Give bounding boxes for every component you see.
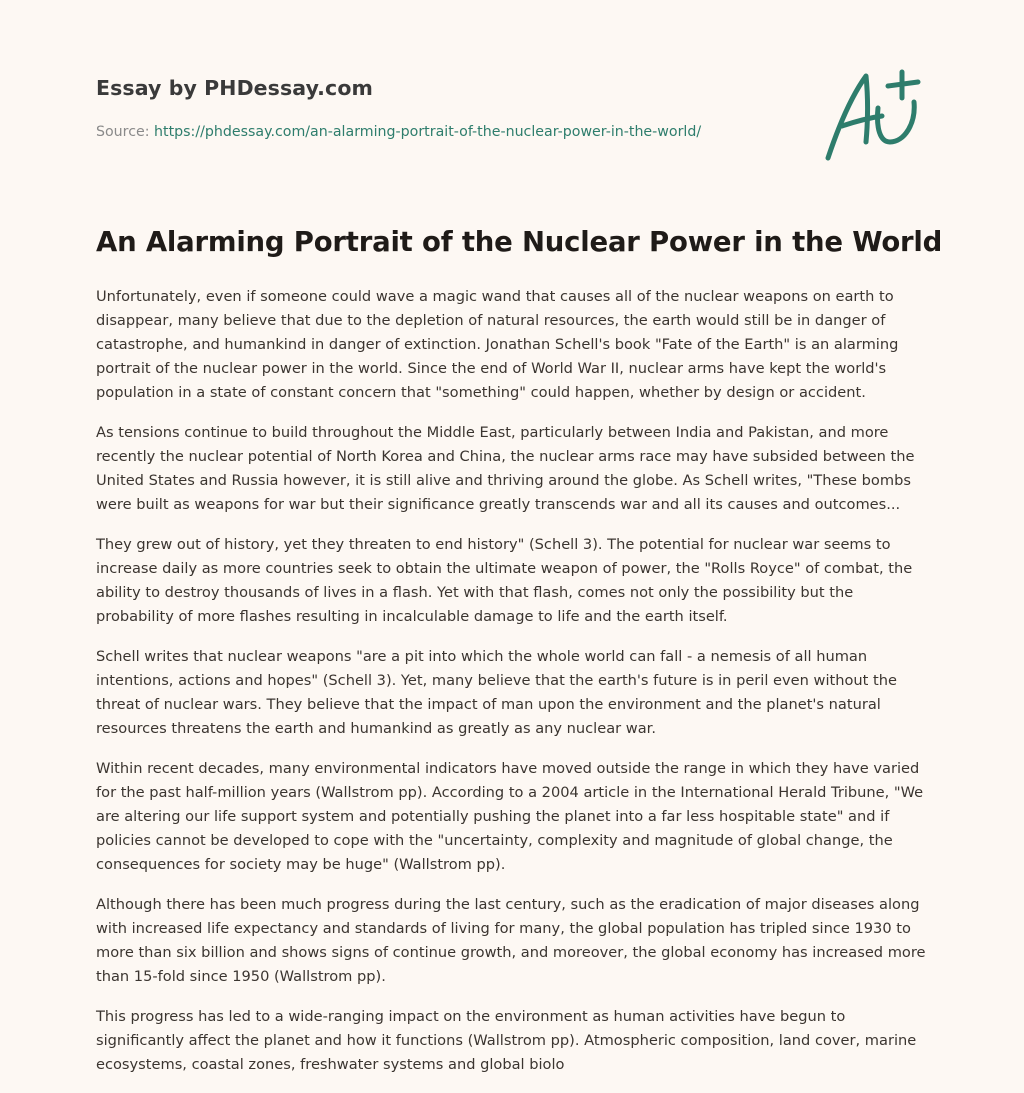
source-label: Source: [96, 124, 150, 140]
essay-title: An Alarming Portrait of the Nuclear Power in the World [96, 226, 943, 258]
essay-paragraph: This progress has led to a wide-ranging impact on the environment as human activities have begun to significantly affect the planet and how it functions (Wallstrom pp). Atmospheric composition, land cover, marine ecosystems, coastal zones, freshwater systems and global biolo [96, 1008, 917, 1073]
essay-paragraph: Although there has been much progress during the last century, such as the eradication of major diseases along with increased life expectancy and standards of living for many, the global population has tripled since 1930 to more than six billion and shows signs of continue growth, and moreover, the global economy has increased more than 15-fold since 1950 (Wallstrom pp). [96, 896, 926, 985]
essay-paragraph: Within recent decades, many environmental indicators have moved outside the range in which they have varied for the past half-million years (Wallstrom pp). According to a 2004 article in the International Herald Tribune, "We are altering our life support system and potentially pushing the planet into a far less hospitable state" and if policies cannot be developed to cope with the "uncertainty, complexity and magnitude of global change, the consequences for society may be huge" (Wallstrom pp). [96, 760, 924, 873]
essay-body [96, 285, 932, 1093]
essay-paragraph: They grew out of history, yet they threaten to end history" (Schell 3). The potential for nuclear war seems to increase daily as more countries seek to obtain the ultimate weapon of power, the "Rolls Royce" of combat, the ability to destroy thousands of lives in a flash. Yet with that flash, comes not only the possibility but the probability of more flashes resulting in incalculable damage to life and the earth itself. [96, 536, 913, 625]
source-link[interactable]: https://phdessay.com/an-alarming-portrait-of-the-nuclear-power-in-the-world/ [154, 124, 702, 140]
a-plus-logo-icon [822, 68, 926, 164]
essay-paragraph: Schell writes that nuclear weapons "are a pit into which the whole world can fall - a nemesis of all human intentions, actions and hopes" (Schell 3). Yet, many believe that the earth's future is in peril even without the threat of nuclear wars. They believe that the impact of man upon the environment and the planet's natural resources threatens the earth and humankind as greatly as any nuclear war. [96, 648, 897, 737]
essay-paragraph: As tensions continue to build throughout the Middle East, particularly between India and Pakistan, and more recently the nuclear potential of North Korea and China, the nuclear arms race may have subsided between the United States and Russia however, it is still alive and thriving around the globe. As Schell writes, "These bombs were built as weapons for war but their significance greatly transcends war and all its causes and outcomes... [96, 424, 915, 513]
source-line [96, 124, 701, 140]
site-brand-title: Essay by PHDessay.com [96, 76, 373, 100]
essay-paragraph: Unfortunately, even if someone could wave a magic wand that causes all of the nuclear weapons on earth to disappear, many believe that due to the depletion of natural resources, the earth would still be in danger of catastrophe, and humankind in danger of extinction. Jonathan Schell's book "Fate of the Earth" is an alarming portrait of the nuclear power in the world. Since the end of World War II, nuclear arms have kept the world's population in a state of constant concern that "something" could happen, whether by design or accident. [96, 288, 899, 401]
